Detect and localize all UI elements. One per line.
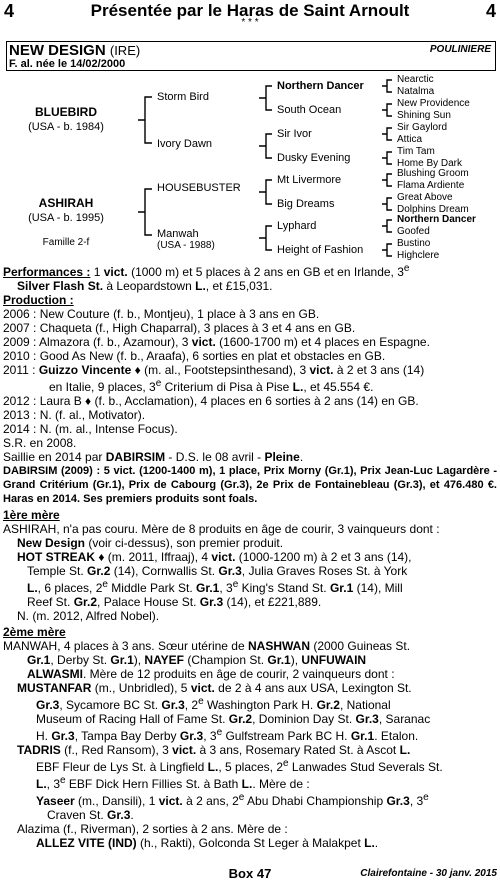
t: vict. [158,794,183,808]
t: Gr.2 [87,564,111,578]
t: Yaseer [36,794,75,808]
t: , 3 [203,729,217,743]
t: vict. [211,550,236,564]
pedigree-g4-5: Sir Gaylord [397,122,448,133]
t: . Etalon. [374,729,419,743]
t: Museum of Racing Hall of Fame St. [36,712,229,726]
pedigree-g3-8: Height of Fashion [277,244,364,256]
horse-name [9,42,140,59]
pedigree-g4-14: Goofed [397,226,430,237]
mere1-line2 [3,536,497,550]
production-2014: 2014 : N. (m. al., Intense Focus). [3,422,178,436]
mere2-line10 [3,774,497,791]
pedigree-g3-2: South Ocean [277,104,342,116]
t: e [198,696,204,707]
t: e [238,792,245,803]
t: . [299,450,304,464]
t: , et £15,031. [205,279,273,293]
pedigree-g3-3: Sir Ivor [277,128,312,140]
production-2010: 2010 : Good As New (f. b., Araafa), 6 sorties en plat et obstacles en GB. [3,349,386,363]
sire-detail: (USA - b. 1984) [28,121,104,133]
t: e [155,378,162,389]
t: , Tampa Bay Derby [74,729,180,743]
t: MANWAH, 4 places à 3 ans. Sœur utérine de [3,639,248,653]
t: vict. [309,363,334,377]
t: ♦ (m. al., Footstepsinthesand), 3 [131,363,310,377]
t: L. [27,581,38,595]
t: vict. [191,335,216,349]
t: (m., Dansili), 1 [74,794,159,808]
mere2-line1 [3,639,497,653]
t: 1ère mère [3,508,60,522]
t: Gr.3 [199,595,224,609]
t: L. [292,380,304,394]
t: ♦ (m. 2011, Iffraaj), 4 [95,550,212,564]
production-2012: 2012 : Laura B ♦ (f. b., Acclamation), 4 places en 6 sorties à 2 ans (14) en GB. [3,394,419,408]
pedigree-g3-4: Dusky Evening [277,152,351,164]
pedigree-g4-9: Blushing Groom [397,168,469,179]
dam-family: Famille 2-f [42,237,90,248]
t: (1000-1200 m) à 2 et 3 ans (14), [235,550,412,564]
t: Gr.3 [386,794,410,808]
t: Lanwades Stud Severals St. [288,760,443,774]
mere2-heading [3,625,497,639]
performances [3,262,497,279]
t: , 3 [46,777,61,791]
sire-name: BLUEBIRD [35,105,97,119]
pedigree-g4-8: Home By Dark [397,158,463,169]
mere2-line4 [3,681,497,695]
t: Abu Dhabi Championship [244,794,387,808]
production-2007: 2007 : Chaqueta (f., High Chaparral), 3 places à 3 et 4 ans en GB. [3,321,356,335]
t: e [283,758,289,769]
t: Gr.1 [267,653,291,667]
t: Gr.2 [316,698,340,712]
t: vict. [190,681,215,695]
t: ALWASMI [27,667,83,681]
t: . [130,808,134,822]
mere1-line5 [3,578,497,595]
lot-number-right: 4 [485,1,496,21]
mere2-line9 [3,757,497,774]
t: L. [399,743,411,757]
t: L. [36,777,47,791]
mere1-line7: N. (m. 2012, Alfred Nobel). [17,609,160,623]
t: à 3 ans, Rosemary Rated St. à Ascot [196,743,400,757]
mere2-line3 [3,667,497,681]
t: Washington Park H. [203,698,317,712]
pedigree-g4-4: Shining Sun [397,110,451,121]
dam-name: ASHIRAH [38,196,94,210]
t: (14), Mill [353,581,403,595]
t: , et 45.554 €. [303,380,374,394]
pedigree-g2-2: Ivory Dawn [157,138,213,150]
mere2-line8 [3,743,497,757]
t: e [102,579,108,590]
t: Gr.3 [107,808,131,822]
t: Gulfstream Park BC H. [222,729,351,743]
pedigree-g4-13: Northern Dancer [397,214,476,225]
production-2006: 2006 : New Couture (f. b., Montjeu), 1 place à 3 ans en GB. [3,307,320,321]
t: TADRIS [17,743,61,757]
pedigree-g4-16: Highclere [397,250,440,261]
pedigree-g4-3: New Providence [397,98,470,109]
t: . Mère de 12 produits en âge de courir, 2 vainqueurs dont : [83,667,395,681]
t: . Mère de : [252,777,310,791]
production-2013: 2013 : N. (f. al., Motivator). [3,408,146,422]
pedigree-g4-11: Great Above [397,192,453,203]
t: (Champion St. [184,653,268,667]
t: DABIRSIM [105,450,166,464]
t: ), [290,653,302,667]
horse-birth: F. al. née le 14/02/2000 [9,58,126,70]
production-saillie [3,450,497,464]
mere1-line1: ASHIRAH, n'a pas couru. Mère de 8 produits en âge de courir, 3 vainqueurs dont : [3,522,440,536]
mere2-line11 [3,791,497,808]
pedigree-g3-5: Mt Livermore [277,174,342,186]
t: EBF Fleur de Lys St. à Lingfield [36,760,208,774]
production-2009 [3,335,497,349]
mere1-line4 [3,564,497,578]
t: , Sycamore BC St. [59,698,162,712]
t: Gr.2 [228,712,253,726]
t: e [423,792,429,803]
t: Criterium di Pisa à Pise [161,380,293,394]
mere1-line3 [3,550,497,564]
t: , Derby St. [50,653,111,667]
t: à Leopardstown [103,279,196,293]
t: Saillie en 2014 par [3,450,106,464]
horse-country: (IRE) [109,43,141,58]
t: e [403,263,410,274]
page-title: Présentée par le Haras de Saint Arnoult [90,1,410,20]
t: vict. [103,265,128,279]
t: (1000 m) et 5 places à 2 ans en GB et en Irlande, 3 [127,265,404,279]
pedigree-g2-4-detail: (USA - 1988) [157,240,215,251]
t: à 2 ans, 2 [182,794,239,808]
production-heading [3,293,497,307]
t: Pleine [264,450,300,464]
mere2-line5 [3,695,497,712]
pedigree-g4-12: Dolphins Dream [397,204,469,215]
t: L. [195,279,206,293]
t: MUSTANFAR [17,681,92,695]
t: Gr.1 [350,729,375,743]
mere2-line6 [3,712,497,726]
t: 2ème mère [3,625,66,639]
pedigree-g2-3: HOUSEBUSTER [157,182,241,194]
horse-name-box [6,41,496,71]
page-header [0,0,500,30]
lot-number-left: 4 [4,1,15,21]
t: e [232,579,239,590]
t: Gr.2 [73,595,98,609]
performances-cont [3,279,497,293]
t: , 3 [409,794,424,808]
pedigree-g4-7: Tim Tam [397,146,435,157]
t: Guizzo Vincente [38,363,132,377]
t: 2009 : Almazora (f. b., Azamour), 3 [3,335,192,349]
t: , Palace House St. [97,595,200,609]
t: Production : [3,293,74,307]
t: Gr.1 [195,581,220,595]
t: (m., Unbridled), 5 [91,681,191,695]
pedigree-g3-6: Big Dreams [277,198,335,210]
mere2-line12 [3,808,497,822]
box-number: Box 47 [228,866,272,881]
t: L. [207,760,219,774]
t: (f., Red Ransom), 3 [60,743,173,757]
pedigree-g4-6: Attica [397,134,423,145]
production-2011-cont [3,377,497,394]
performances-heading: Performances : [3,265,91,279]
t: Silver Flash St. [17,279,104,293]
mere2-line13: Alazima (f., Riverman), 2 sorties à 2 ans. Mère de : [17,822,288,836]
t: Gr.3 [218,564,242,578]
t: (14), et £221,889. [223,595,322,609]
t: , Saranac [378,712,431,726]
t: Gr.3 [36,698,60,712]
catalogue-body [3,262,497,850]
mere2-line14 [3,836,497,850]
dabirsim-summary: DABIRSIM (2009) : 5 vict. (1200-1400 m), 1 place, Prix Morny (Gr.1), Prix Jean-Luc Lagardère - Grand Critérium (Gr.1), Prix de Cabourg (Gr.3), 2e Prix de Fontainebleau (Gr.3), et 476.480 €. Haras en 2014. Ses premiers produits sont foals. [3,465,497,505]
t: e [216,727,223,738]
t: ALLEZ VITE (IND) [36,836,137,850]
mere1-line6 [3,595,497,609]
t: NAYEF [144,653,184,667]
horse-name-text: NEW DESIGN [9,42,106,59]
t: Temple St. [27,564,88,578]
dam-detail: (USA - b. 1995) [28,212,104,224]
pedigree-g3-1: Northern Dancer [277,80,364,92]
t: , Dominion Day St. [252,712,356,726]
page-footer [0,866,500,882]
t: Gr.3 [161,698,185,712]
pedigree-g4-15: Bustino [397,238,431,249]
t: à 2 et 3 ans (14) [333,363,425,377]
pedigree-g2-1: Storm Bird [157,91,209,103]
t: (h., Rakti), Golconda St Leger à Malakpet [136,836,365,850]
t: . [374,836,379,850]
t: Gr.3 [51,729,75,743]
t: - D.S. le 08 avril - [165,450,265,464]
production-sr: S.R. en 2008. [3,436,77,450]
t: (2000 Guineas St. [310,639,411,653]
mere2-line2 [3,653,497,667]
t: , 3 [219,581,233,595]
t: Middle Park St. [107,581,196,595]
t: L. [241,777,253,791]
t: Gr.1 [27,653,51,667]
t: , 2 [184,698,199,712]
horse-category: POULINIERE [429,44,491,55]
t: en Italie, 9 places, 3 [49,380,156,394]
t: de 2 à 4 ans aux USA, Lexington St. [214,681,412,695]
t: King's Stand St. [238,581,330,595]
t: NASHWAN [248,639,310,653]
production-2011 [3,363,497,377]
title-stars: * * * [241,17,259,28]
pedigree-g4-1: Nearctic [397,74,434,85]
t: (1600-1700 m) et 4 places en Espagne. [215,335,430,349]
t: , 5 places, 2 [218,760,284,774]
mere1-heading [3,508,497,522]
pedigree-g4-2: Natalma [397,86,435,97]
mere2-line7 [3,726,497,743]
pedigree-g4-10: Flama Ardiente [397,180,465,191]
t: Craven St. [47,808,108,822]
t: L. [364,836,375,850]
t: (14), Cornwallis St. [110,564,219,578]
t: New Design [17,536,86,550]
t: HOT STREAK [17,550,95,564]
t: 2011 : [3,363,39,377]
t: vict. [172,743,197,757]
t: , National [339,698,391,712]
pedigree-chart [0,72,500,262]
t: ), [133,653,145,667]
t: (voir ci-dessus), son premier produit. [85,536,284,550]
t: Gr.3 [179,729,204,743]
t: 1 [90,265,104,279]
pedigree-g2-4: Manwah [157,228,199,240]
t: UNFUWAIN [301,653,367,667]
t: Gr.1 [329,581,354,595]
t: EBF Dick Hern Fillies St. à Bath [65,777,242,791]
t: Gr.3 [355,712,379,726]
t: Reef St. [27,595,74,609]
t: e [60,775,66,786]
t: , 6 places, 2 [37,581,103,595]
t: , Julia Graves Roses St. à York [241,564,408,578]
t: H. [36,729,52,743]
sale-location-date: Clairefontaine - 30 janv. 2015 [360,868,497,879]
pedigree-g3-7: Lyphard [277,220,317,232]
t: Gr.1 [110,653,134,667]
